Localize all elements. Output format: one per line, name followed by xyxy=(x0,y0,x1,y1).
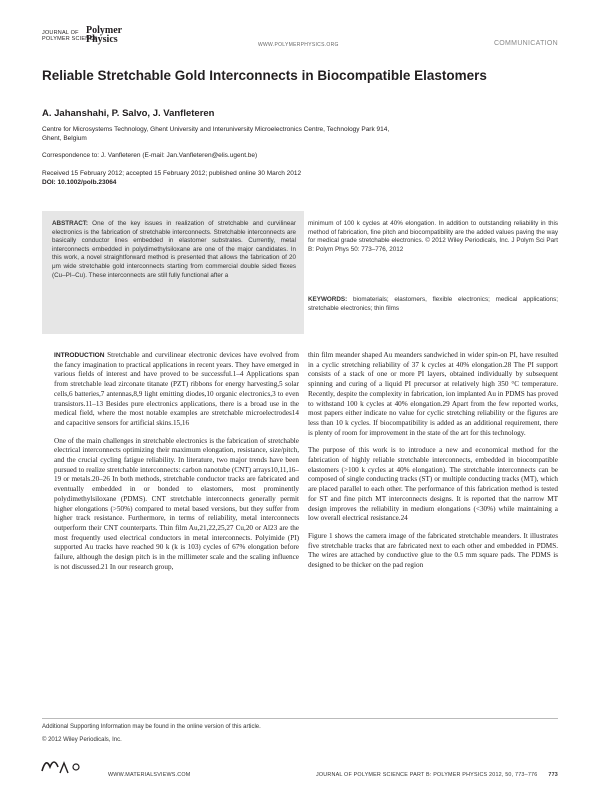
affiliation-line2: Ghent, Belgium xyxy=(42,135,87,142)
materials-views-logo xyxy=(40,753,86,777)
body-right-column xyxy=(308,351,558,579)
affiliation-line1: Centre for Microsystems Technology, Ghent University and Interuniversity Microelectronics Centre, Technology Park 914, xyxy=(42,126,390,133)
doi[interactable]: DOI: 10.1002/polb.23064 xyxy=(42,179,117,186)
footnote-divider xyxy=(42,718,558,719)
affiliation xyxy=(42,125,562,143)
received-dates: Received 15 February 2012; accepted 15 February 2012; published online 30 March 2012 xyxy=(42,170,302,177)
copyright-note: © 2012 Wiley Periodicals, Inc. xyxy=(42,737,122,743)
body-paragraph-2: One of the main challenges in stretchable electronics is the fabrication of stretchable electrical interconnects optimizing their maximum elongation, resistance, size/pitch, and the crucial cycling fatigue reliability. In literature, two major trends have been pursued to realize stretchable interconnects: carbon nanotube (CNT) arrays10,11,16–19 or metals.20–26 In both methods, stretchable conductor tracks are fabricated and eventually embedded in or bonded to elastomers, most prominently polydimethylsiloxane (PDMS). CNT stretchable interconnects generally permit higher elongations (>50%) compared to metal based versions, but they suffer from higher track resistance. Furthermore, in terms of reliability, metal interconnects outperform their CNT counterparts. Thin film Au,21,22,25,27 Cu,20 or Al23 are the most frequently used electrical conductors in metal interconnects. Polyimide (PI) supported Au tracks have reached 90 k (k is 103) cycles of 67% elongation before failure, although the design pitch is in the millimeter scale and the scaling influence is not discussed.21 In our research group, xyxy=(54,436,299,571)
body-paragraph-3: thin film meander shaped Au meanders sandwiched in wider spin-on PI, have resulted in a cyclic stretching reliability of 37 k cycles at 40% elongation.28 The PI support consists of a stack of one or more PI layers, obtained individually by subsequent spinning and curing of a liquid PI precursor at relatively high 350 °C temperature. Recently, despite the complexity in fabrication, ion implanted Au in PDMS has proved to withstand 100 k cycles at 40% elongation.29 Apart from the few reported works, most papers either indicate no value for cyclic stretching reliability or the figures are less than 10 k cycles. If biocompatibility is added as an additional requirement, there is plenty of room for improvement in the state of the art for this technology. xyxy=(308,351,558,437)
body-paragraph-4: The purpose of this work is to introduce a new and economical method for the fabrication of highly reliable stretchable interconnects, embedded in biocompatible elastomers (>100 k cycles at 40% elongation). The stretchable interconnects can be composed of single conducting tracks (ST) or multiple conducting tracks (MT), which are placed parallel to each other. The performance of this fabrication method is tested for ST and fine pitch MT interconnects designs. It is reported that the narrow MT design improves the reliability in medium elongations (<30%) while maintaining a low overall electrical resistance.24 xyxy=(308,446,558,523)
journal-brand-top: Polymer xyxy=(86,25,123,36)
keywords xyxy=(308,296,558,313)
journal-name-line1: JOURNAL OF xyxy=(42,30,79,36)
footer-journal: JOURNAL OF POLYMER SCIENCE PART B: POLYMER PHYSICS 2012, 50, 773–776 xyxy=(316,772,538,778)
body-paragraph-5: Figure 1 shows the camera image of the fabricated stretchable meanders. It illustrates five stretchable tracks that are fabricated next to each other and embedded in PDMS. The wires are attached by conductive glue to the 0.5 mm square pads. The PDMS is designed to be thicker on the pad region xyxy=(308,531,558,570)
intro-text: Stretchable and curvilinear electronic devices have evolved from the fancy imagination to practical applications in recent years. They have emerged in various fields of interest and have proved to be successful.1–4 Applications span from stretchable lead zirconate titanate (PZT) ribbons for energy harvesting,5 solar cells,6 batteries,7 antennas,8,9 light emitting diodes,10 organic electronics,3 to even transistors.11–13 Besides pure electronics applications, there is a broad use in the medical field, where the most notable examples are stretchable microelectrodes14 and capacitive sensors for artificial skins.15,16 xyxy=(54,351,300,427)
journal-brand-bottom: Physics xyxy=(86,34,118,45)
abstract-left-text: One of the key issues in realization of stretchable and curvilinear electronics is the fabrication of stretchable interconnects. Stretchable interconnects are basically conductor lines embedded in elastomer substrates. Currently, metal interconnects embedded in polydimethylsiloxane are one of the major candidates. In this work, a novel straightforward method is presented that allows the fabrication of 20 μm wide stretchable gold interconnects starting from commercial double sided flexes (Cu–PI–Cu). These interconnects are still fully functional after a xyxy=(52,220,296,279)
abstract-label: ABSTRACT: xyxy=(52,220,89,227)
supporting-info-note: Additional Supporting Information may be found in the online version of this article. xyxy=(42,724,261,730)
section-label: COMMUNICATION xyxy=(493,40,558,47)
journal-brand xyxy=(86,26,122,44)
body-left-column xyxy=(54,351,299,580)
journal-name-line2: POLYMER SCIENCE xyxy=(42,36,98,42)
abstract-left-column xyxy=(52,220,296,280)
header-url[interactable]: WWW.POLYMERPHYSICS.ORG xyxy=(258,42,339,48)
footer-url[interactable]: WWW.MATERIALSVIEWS.COM xyxy=(108,772,191,778)
correspondence: Correspondence to: J. Vanfleteren (E-mail: Jan.Vanfleteren@elis.ugent.be) xyxy=(42,152,258,159)
intro-paragraph xyxy=(54,351,299,429)
abstract-right-column xyxy=(308,220,558,254)
abstract-right-text: minimum of 100 k cycles at 40% elongation. In addition to outstanding reliability in this method of fabrication, fine pitch and biocompatibility are the added values paving the way for medical grade stretchable electronics. © 2012 Wiley Periodicals, Inc. J Polym Sci Part B: Polym Phys 50: 773–776, 2012 xyxy=(308,220,558,253)
article-title: Reliable Stretchable Gold Interconnects in Biocompatible Elastomers xyxy=(42,68,487,83)
materials-views-logo-mark xyxy=(40,753,86,777)
intro-heading: INTRODUCTION xyxy=(54,352,105,359)
keywords-text: biomaterials; elastomers, flexible electronics; medical applications; stretchable electronics; thin films xyxy=(308,296,559,312)
keywords-label: KEYWORDS: xyxy=(308,296,348,303)
page-number: 773 xyxy=(548,772,558,778)
author-list: A. Jahanshahi, P. Salvo, J. Vanfleteren xyxy=(42,108,215,119)
